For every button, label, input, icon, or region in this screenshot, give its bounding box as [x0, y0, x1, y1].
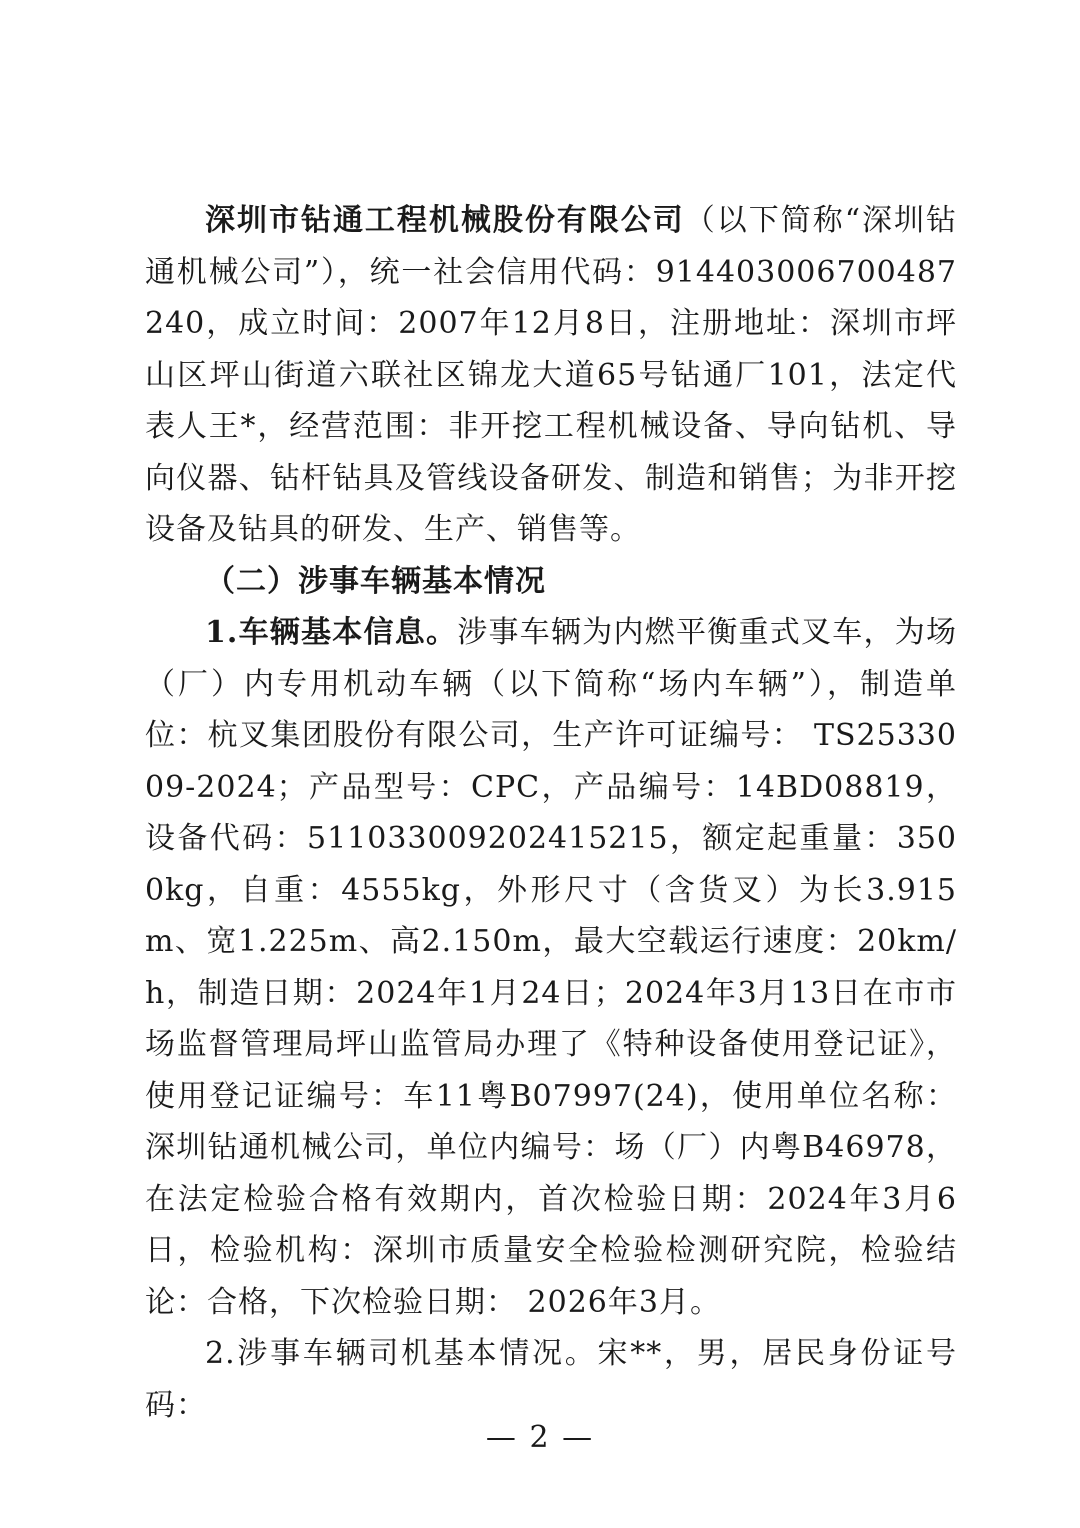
company-name: 深圳市钻通工程机械股份有限公司 — [205, 203, 685, 238]
page-number: — 2 — — [485, 1420, 595, 1455]
vehicle-paragraph — [145, 607, 957, 1328]
section-heading: （二）涉事车辆基本情况 — [205, 563, 546, 599]
vehicle-details: 涉事车辆为内燃平衡重式叉车，为场（厂）内专用机动车辆（以下简称“场内车辆”），制造单位：杭叉集团股份有限公司，生产许可证编号： TS2533009-2024；产品型号：CPC，产品编号：14BD08819，设备代码：511033009202415215，额定起重量：3500kg，自重：4555kg，外形尺寸（含货叉）为长3.915m、宽1.225m、高2.150m，最大空载运行速度：20km/h，制造日期：2024年1月24日；2024年3月13日在市市场监督管理局坪山监管局办理了《特种设备使用登记证》，使用登记证编号：车11粤B07997(24)，使用单位名称：深圳钻通机械公司，单位内编号：场（厂）内粤B46978，在法定检验合格有效期内，首次检验日期：2024年3月6日，检验机构：深圳市质量安全检验检测研究院，检验结论：合格，下次检验日期： 2026年3月。 — [145, 615, 957, 1320]
document-body — [145, 195, 957, 1431]
company-details: （以下简称“深圳钻通机械公司”），统一社会信用代码：914403006700487240，成立时间：2007年12月8日，注册地址：深圳市坪山区坪山街道六联社区锦龙大道65号钻通厂101，法定代表人王*，经营范围：非开挖工程机械设备、导向钻机、导向仪器、钻杆钻具及管线设备研发、制造和销售；为非开挖设备及钻具的研发、生产、销售等。 — [145, 203, 957, 547]
driver-paragraph: 2.涉事车辆司机基本情况。宋**，男，居民身份证号码： — [145, 1336, 957, 1423]
company-paragraph — [145, 195, 957, 556]
vehicle-lead: 1.车辆基本信息。 — [205, 615, 458, 650]
